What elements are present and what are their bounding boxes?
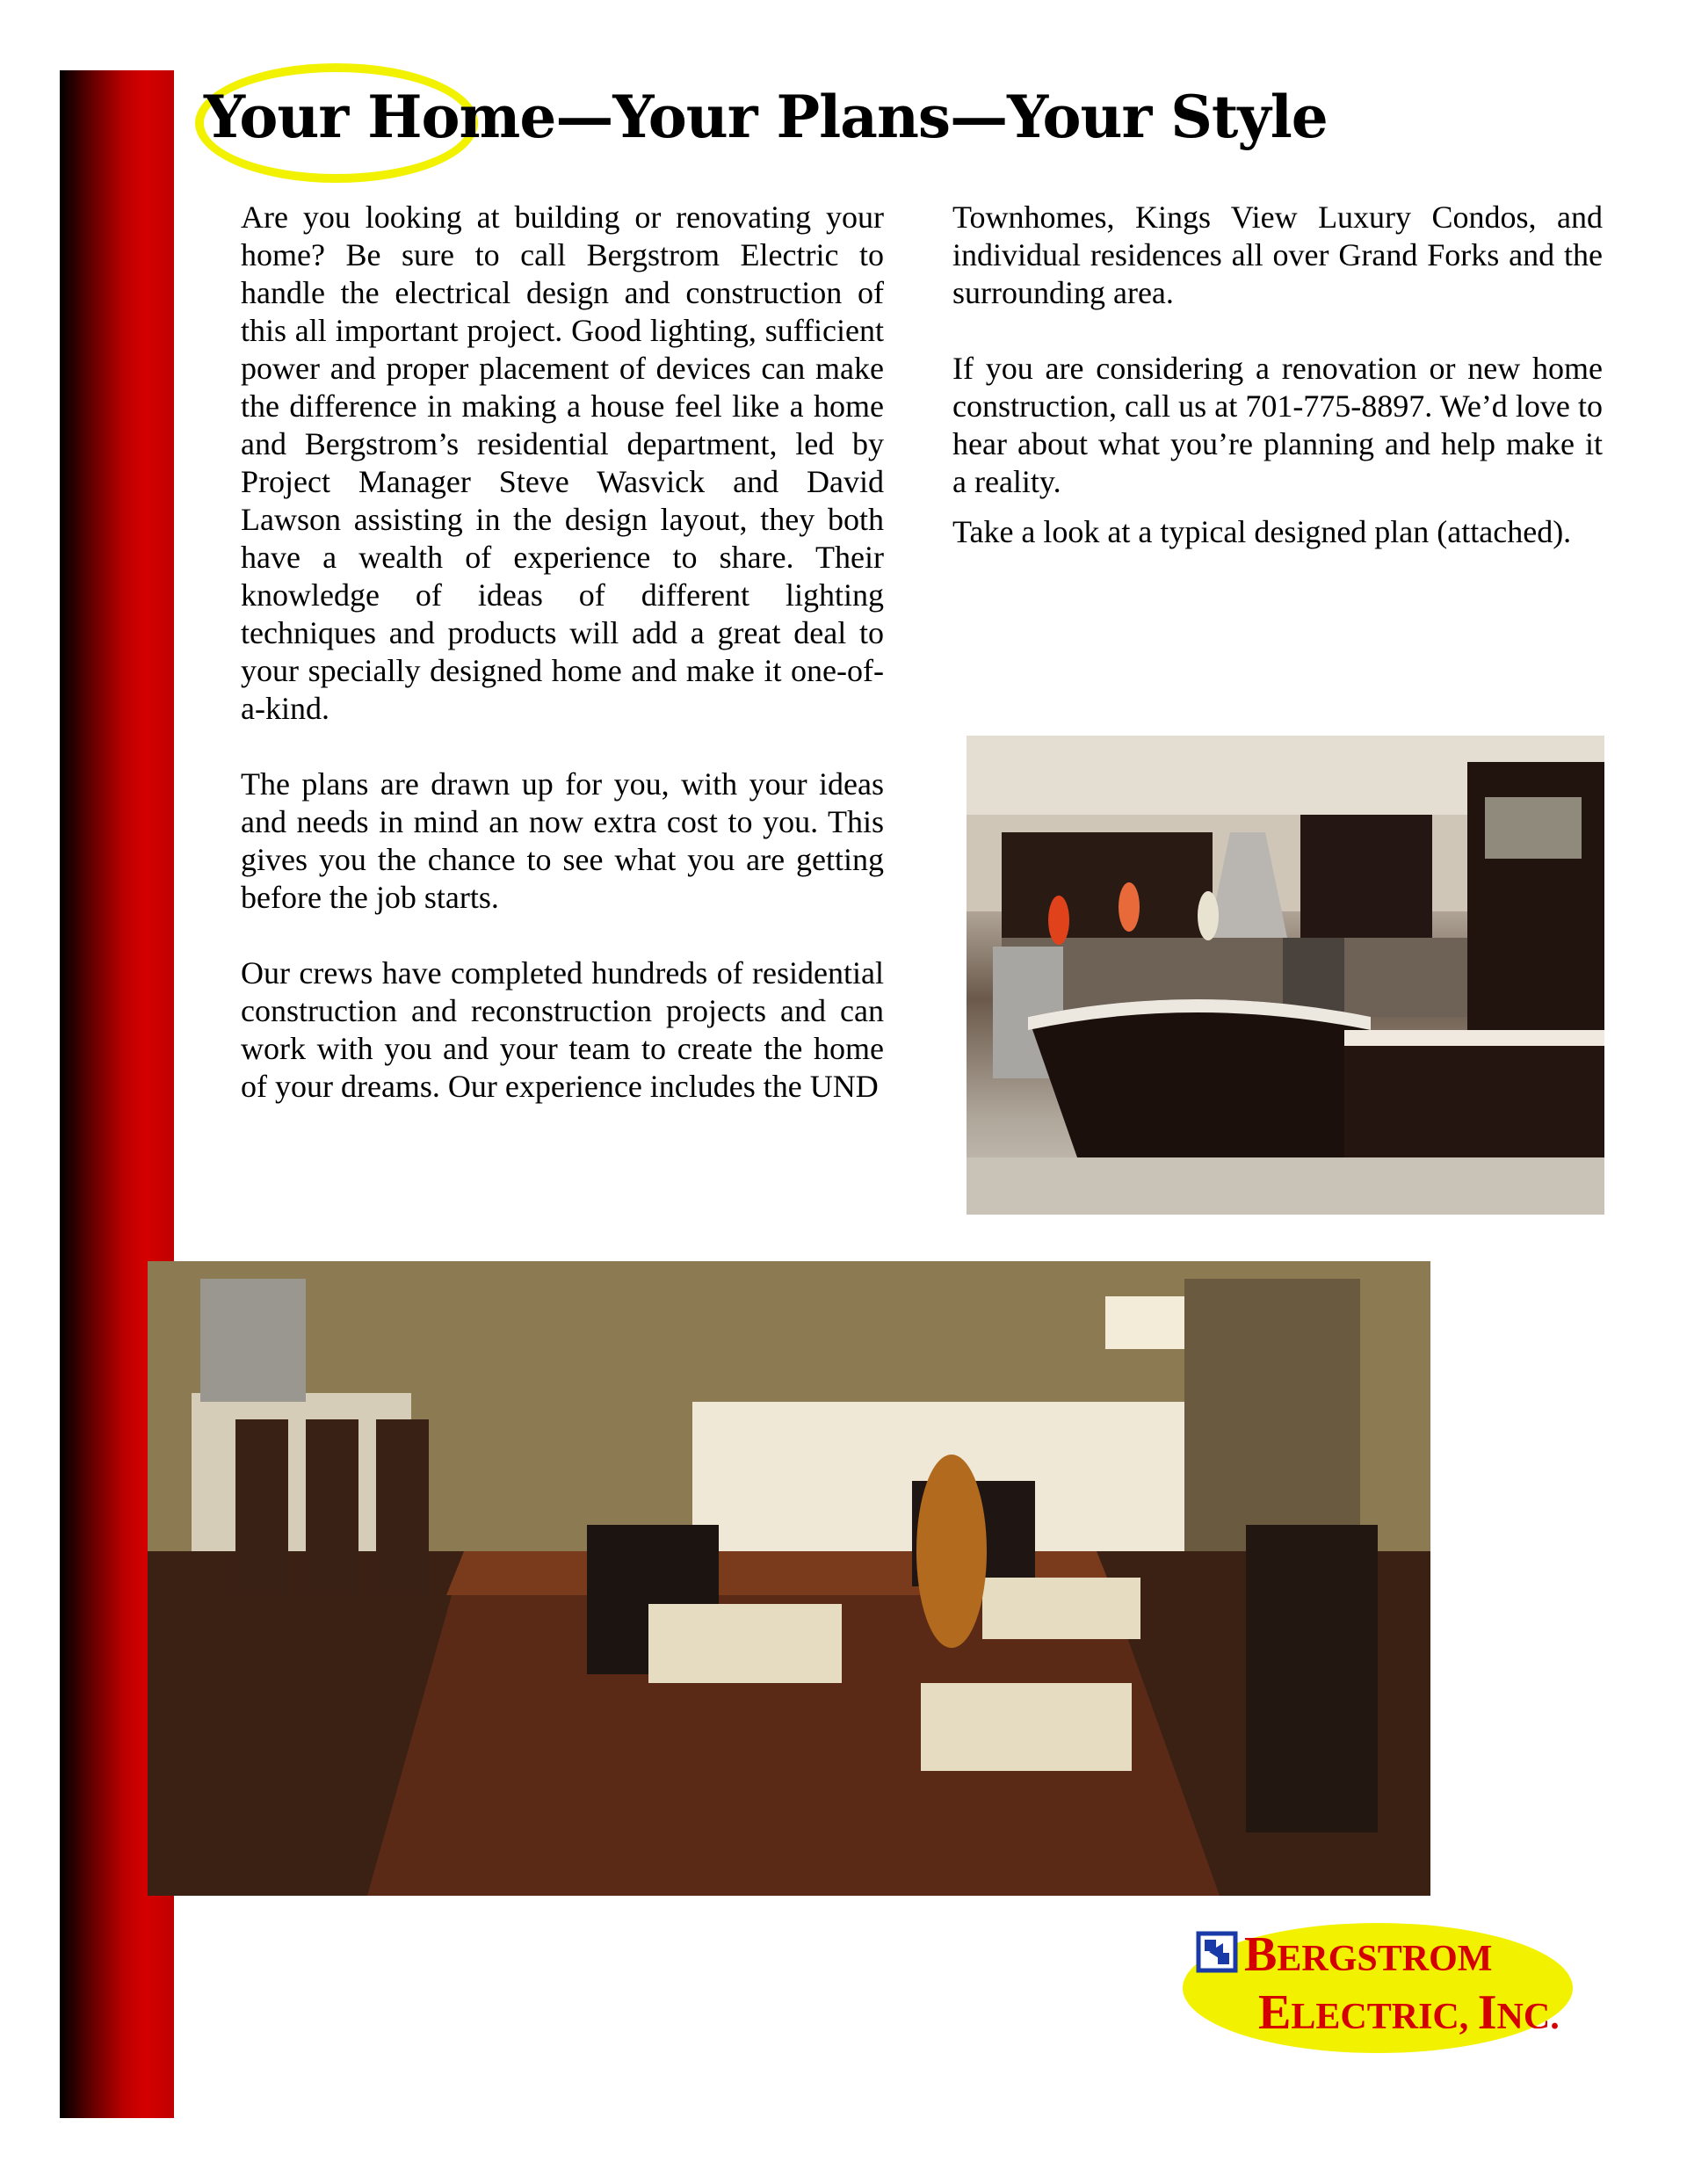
paragraph-plan-note: Take a look at a typical designed plan (attached).: [952, 514, 1572, 549]
paragraph-experience: Townhomes, Kings View Luxury Condos, and individual residences all over Grand Forks and the surrounding area.: [952, 200, 1603, 310]
kitchen-photo: [967, 736, 1604, 1215]
paragraph-crews: Our crews have completed hundreds of residential construction and reconstruction projects and can work with you and your team to create the home of your dreams. Our experience includes the UND: [241, 955, 884, 1104]
paragraph-intro: Are you looking at building or renovating your home? Be sure to call Bergstrom Electric to handle the electrical design and construction of this all important project. Good lighting, sufficient power and proper placement of devices can make the difference in making a house feel like a home and Bergstrom’s residential department, led by Project Manager Steve Wasvick and David Lawson assisting in the design layout, they both have a wealth of experience to share. Their knowledge of ideas of different lighting techniques and products will add a great deal to your specially designed home and make it one-of-a-kind.: [241, 200, 884, 726]
left-column: [241, 199, 884, 1143]
company-logo: [1177, 1916, 1578, 2065]
right-column: [952, 199, 1603, 589]
logo-graphic: [1177, 1916, 1578, 2065]
logo-line-2: ELECTRIC, INC.: [1258, 1985, 1560, 2040]
paragraph-plans: The plans are drawn up for you, with your ideas and needs in mind an now extra cost to you. This gives you the chance to see what you are getting before the job starts.: [241, 766, 884, 915]
logo-line-1: BERGSTROM: [1244, 1927, 1493, 1982]
page-title: Your Home—Your Plans—Your Style: [204, 83, 1328, 151]
dining-room-photo: [148, 1261, 1430, 1896]
paragraph-contact: If you are considering a renovation or new home construction, call us at 701-775-8897. We’d love to hear about what you’re planning and help make it a reality.: [952, 351, 1603, 499]
